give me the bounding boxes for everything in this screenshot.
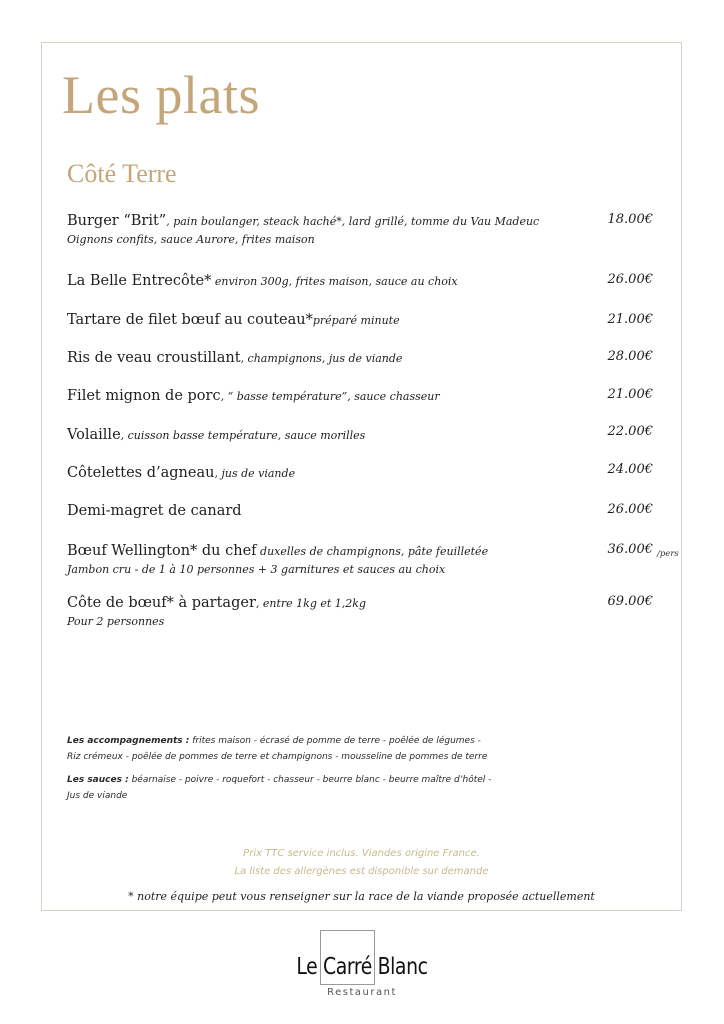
menu-item-ris-de-veau <box>67 347 679 369</box>
prix-note: Prix TTC service inclus. Viandes origine France. <box>243 848 480 859</box>
item-name: Demi-magret de canard <box>67 503 242 519</box>
menu-item-wellington <box>67 540 679 577</box>
item-price: 21.00€ <box>607 312 653 327</box>
section-title: Côté Terre <box>67 159 177 188</box>
item-detail: Pour 2 personnes <box>67 615 165 628</box>
item-price: 36.00€ <box>607 542 653 557</box>
item-desc: , “ basse température”, sauce chasseur <box>220 390 440 403</box>
item-price: 21.00€ <box>607 387 653 402</box>
item-price: 24.00€ <box>607 462 653 477</box>
item-price-unit: /pers <box>657 549 679 559</box>
sauces-text-2: Jus de viande <box>67 791 128 801</box>
accompagnements-text: frites maison - écrasé de pomme de terre - poêlée de légumes - <box>189 736 481 746</box>
accompagnements-block <box>67 733 667 765</box>
item-name: Côtelettes d’agneau <box>67 465 215 481</box>
page-title: Les plats <box>62 65 260 125</box>
allergenes-note: La liste des allergènes est disponible sur demande <box>234 866 489 877</box>
restaurant-logo <box>0 930 724 1010</box>
sauces-text: béarnaise - poivre - roquefort - chasseur - beurre blanc - beurre maître d’hôtel - <box>128 775 492 785</box>
item-desc: , champignons, jus de viande <box>240 352 403 365</box>
item-name: Volaille <box>67 427 121 443</box>
item-name: Bœuf Wellington* du chef <box>67 543 257 559</box>
item-detail: Jambon cru - de 1 à 10 personnes + 3 garnitures et sauces au choix <box>67 563 446 576</box>
item-name: Ris de veau croustillant <box>67 350 241 366</box>
item-desc: , pain boulanger, steack haché*, lard grillé, tomme du Vau Madeuc <box>166 215 540 228</box>
accompagnements-label: Les accompagnements : <box>67 736 190 746</box>
accompagnements-text-2: Riz crémeux - poêlée de pommes de terre et champignons - mousseline de pommes de terre <box>67 752 488 762</box>
menu-item-magret <box>67 500 679 522</box>
item-name: Burger “Brit” <box>67 213 167 229</box>
menu-item-entrecote <box>67 270 679 292</box>
item-price: 69.00€ <box>607 594 653 609</box>
item-name: Côte de bœuf* à partager <box>67 595 256 611</box>
menu-item-cote-de-boeuf <box>67 592 679 629</box>
item-price: 26.00€ <box>607 272 653 287</box>
item-desc: préparé minute <box>312 314 400 327</box>
item-price: 22.00€ <box>607 424 653 439</box>
item-price: 26.00€ <box>607 502 653 517</box>
menu-item-burger <box>67 210 679 247</box>
item-desc: , jus de viande <box>214 467 296 480</box>
sauces-label: Les sauces : <box>67 775 129 785</box>
item-detail: Oignons confits, sauce Aurore, frites maison <box>67 233 315 246</box>
viande-note: * notre équipe peut vous renseigner sur la race de la viande proposée actuellement <box>128 890 595 903</box>
item-price: 18.00€ <box>607 212 653 227</box>
item-name: La Belle Entrecôte* <box>67 273 212 289</box>
item-name: Filet mignon de porc <box>67 388 221 404</box>
menu-item-volaille <box>67 424 679 446</box>
item-desc: , cuisson basse température, sauce morilles <box>120 429 366 442</box>
menu-item-tartare <box>67 309 679 331</box>
logo-subtitle: Restaurant <box>327 987 397 998</box>
logo-name: Le Carré Blanc <box>296 954 428 980</box>
menu-item-filet-mignon <box>67 385 679 407</box>
item-desc: duxelles de champignons, pâte feuilletée <box>256 545 489 558</box>
item-name: Tartare de filet bœuf au couteau* <box>67 312 313 328</box>
item-price: 28.00€ <box>607 349 653 364</box>
sauces-block <box>67 772 667 804</box>
menu-item-cotelettes <box>67 462 679 484</box>
item-desc: , entre 1kg et 1,2kg <box>255 597 366 610</box>
item-desc: environ 300g, frites maison, sauce au choix <box>211 275 458 288</box>
